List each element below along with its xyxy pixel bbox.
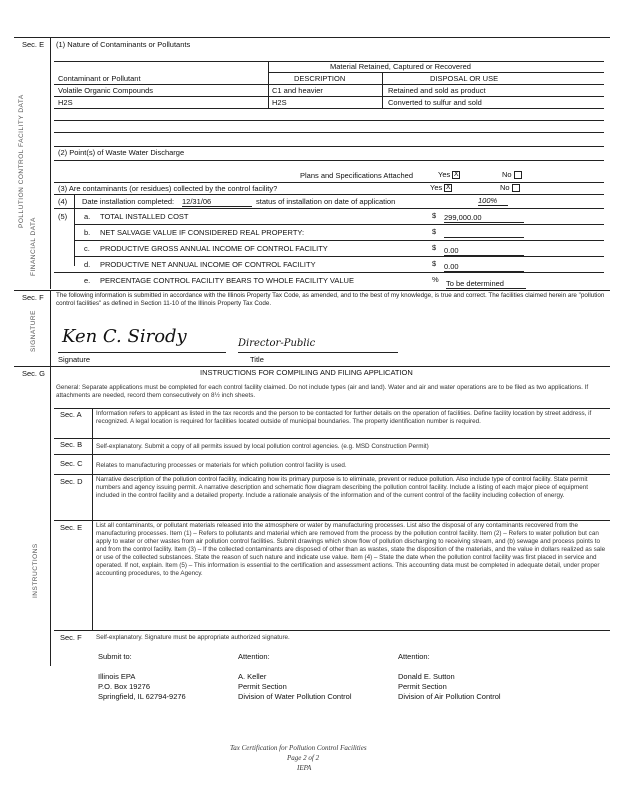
q4-date-value[interactable]: 12/31/06 bbox=[182, 197, 252, 207]
item-e-value[interactable]: To be determined bbox=[446, 279, 526, 289]
sec-e-side-label-2: FINANCIAL DATA bbox=[30, 217, 37, 276]
address-3-line-2: Permit Section bbox=[398, 682, 447, 691]
plans-no[interactable]: No bbox=[502, 170, 522, 179]
item-d-dollar: $ bbox=[432, 259, 437, 268]
instr-sec-f-label: Sec. F bbox=[60, 633, 82, 642]
sec-f-statement: The following information is submitted in accordance with the Illinois Property Tax Code, as amended, and to the best of my knowledge, is true and correct. The facilities claimed herein are "pollution control facilities" as defined in Section 11-10 of the Illinois Property Tax Code. bbox=[56, 292, 605, 307]
table-header: Material Retained, Captured or Recovered bbox=[330, 62, 471, 71]
waste-water-title: (2) Point(s) of Waste Water Discharge bbox=[58, 148, 185, 157]
instr-sec-b-label: Sec. B bbox=[60, 440, 83, 449]
item-d-text: PRODUCTIVE NET ANNUAL INCOME OF CONTROL FACILITY bbox=[100, 260, 316, 269]
sec-f-side-label: SIGNATURE bbox=[30, 310, 37, 352]
q3-no-checkbox[interactable] bbox=[512, 184, 520, 192]
title-label: Title bbox=[250, 355, 264, 364]
item-d-value[interactable]: 0.00 bbox=[444, 262, 524, 272]
sec-e-label: Sec. E bbox=[22, 40, 45, 49]
address-1-line-3: Springfield, IL 62794-9276 bbox=[98, 692, 186, 701]
instr-sec-d: Narrative description of the pollution control facility, indicating how its primary purpose is to eliminate, prevent or reduce pollution. Also include type of control facility. State permit numbers and agency issuing permit. A narrative description and schematic flow diagram describing the pollution control facility. Include a listing of each major piece of equipment included in the control facility and a detailed property. Include a rationale analysis of the information and of the current control of the facility including collection of energy. bbox=[96, 476, 589, 499]
row2-disposal: Converted to sulfur and sold bbox=[388, 98, 482, 107]
item-b-text: NET SALVAGE VALUE IF CONSIDERED REAL PROPERTY: bbox=[100, 228, 305, 237]
address-2-line-2: Permit Section bbox=[238, 682, 287, 691]
instr-sec-b: Self-explanatory. Submit a copy of all permits issued by local pollution control agencies. (e.g. MSD Construction Permit) bbox=[96, 443, 429, 450]
q3-yes[interactable]: Yes X bbox=[430, 183, 451, 192]
item-e-percent: % bbox=[432, 275, 439, 284]
address-3-line-3: Division of Air Pollution Control bbox=[398, 692, 501, 701]
row1-contaminant: Volatile Organic Compounds bbox=[58, 86, 154, 95]
item-e-text: PERCENTAGE CONTROL FACILITY BEARS TO WHOLE FACILITY VALUE bbox=[100, 276, 354, 285]
row1-description: C1 and heavier bbox=[272, 86, 323, 95]
footer-title: Tax Certification for Pollution Control Facilities bbox=[230, 744, 367, 752]
col-disposal: DISPOSAL OR USE bbox=[430, 74, 499, 83]
item-a-value[interactable]: 299,000.00 bbox=[444, 213, 524, 223]
plans-yes-checkbox[interactable]: X bbox=[453, 171, 459, 179]
sec-f-label: Sec. F bbox=[22, 293, 44, 302]
item-a-letter: a. bbox=[84, 212, 91, 221]
attention-label-1: Attention: bbox=[238, 652, 270, 661]
instr-sec-e: List all contaminants, or pollutant materials released into the atmosphere or water by manufacturing processes. List also the disposal of any contaminants recovered from the manufacturing processes. Item (1) – Refers to pollutants and material which are removed from the process by the pollution control facility. Item (2) – Refers to water pollution but can apply to water or other wastes from air pollution control facilities. Submit drawings which show flow of pollution discharging to receiving stream, and (b) sewage and process points to and from the control facility. Item (3) – If the collected contaminants are disposed of other than as wastes, state the disposition of the materials, and the value in dollars realized as sale or use of the collected substances. State the reason of such nature and indicate use value. Item (4) – State the date when the pollution control facility was first placed in service and operated. If not, explain. Item (5) – This information is essential to the certification and assessment actions. This accounting data must be completed in adequate detail, under proper accounting procedures, to the Agency. bbox=[96, 522, 606, 577]
address-1-line-2: P.O. Box 19276 bbox=[98, 682, 150, 691]
row2-contaminant: H2S bbox=[58, 98, 73, 107]
footer-agency: IEPA bbox=[297, 764, 312, 772]
instr-sec-e-label: Sec. E bbox=[60, 523, 83, 532]
signature-image: Ken C. Sirody bbox=[62, 326, 187, 347]
question-3: (3) Are contaminants (or residues) collected by the control facility? bbox=[58, 184, 278, 193]
item-b-value[interactable] bbox=[444, 229, 524, 238]
item-b-dollar: $ bbox=[432, 227, 437, 236]
item-c-letter: c. bbox=[84, 244, 90, 253]
item-d-letter: d. bbox=[84, 260, 91, 269]
item-e-letter: e. bbox=[84, 276, 91, 285]
attention-label-2: Attention: bbox=[398, 652, 430, 661]
instr-sec-a-label: Sec. A bbox=[60, 410, 82, 419]
title-value: Director-Public bbox=[238, 338, 316, 349]
col-description: DESCRIPTION bbox=[294, 74, 346, 83]
instr-sec-c: Relates to manufacturing processes or materials for which pollution control facility is used. bbox=[96, 462, 347, 469]
address-1-line-1: Illinois EPA bbox=[98, 672, 136, 681]
instr-sec-c-label: Sec. C bbox=[60, 459, 83, 468]
plans-yes[interactable]: Yes X bbox=[438, 170, 459, 179]
item-c-value[interactable]: 0.00 bbox=[444, 246, 524, 256]
sec-e-title: (1) Nature of Contaminants or Pollutants bbox=[56, 40, 191, 49]
plans-label: Plans and Specifications Attached bbox=[300, 171, 413, 180]
sec-g-side-label: INSTRUCTIONS bbox=[32, 543, 39, 598]
address-3-line-1: Donald E. Sutton bbox=[398, 672, 455, 681]
item-a-dollar: $ bbox=[432, 211, 437, 220]
q5-number: (5) bbox=[58, 212, 68, 221]
q4-status-label: status of installation on date of application bbox=[256, 197, 396, 206]
q4-percent[interactable]: 100% bbox=[478, 196, 508, 206]
row2-description: H2S bbox=[272, 98, 287, 107]
sec-e-side-label-1: POLLUTION CONTROL FACILITY DATA bbox=[18, 94, 25, 228]
item-b-letter: b. bbox=[84, 228, 91, 237]
item-a-text: TOTAL INSTALLED COST bbox=[100, 212, 189, 221]
instr-sec-a: Information refers to applicant as listed in the tax records and the person to be contacted for further details on the operation of facilities. Define facility location by street address, if recognized. A legal location is required for facilities located outside of municipal boundaries. The property identification number is required. bbox=[96, 410, 592, 425]
item-c-text: PRODUCTIVE GROSS ANNUAL INCOME OF CONTROL FACILITY bbox=[100, 244, 328, 253]
instr-sec-f: Self-explanatory. Signature must be appropriate authorized signature. bbox=[96, 634, 290, 641]
submit-to-label: Submit to: bbox=[98, 652, 132, 661]
q4-number: (4) bbox=[58, 197, 68, 206]
footer-page: Page 2 of 2 bbox=[287, 754, 320, 762]
instructions-heading: INSTRUCTIONS FOR COMPILING AND FILING APPLICATION bbox=[200, 368, 413, 377]
col-contaminant: Contaminant or Pollutant bbox=[58, 74, 141, 83]
address-2-line-3: Division of Water Pollution Control bbox=[238, 692, 352, 701]
q3-no[interactable]: No bbox=[500, 183, 520, 192]
item-c-dollar: $ bbox=[432, 243, 437, 252]
q4-date-label: Date installation completed: bbox=[82, 197, 175, 206]
general-instructions: General: Separate applications must be completed for each control facility claimed. Do not include types (air and land). Water and air and water operations are to be filed as two applications. If attachments are needed, record them consecutively on 8½ inch sheets. bbox=[56, 384, 589, 399]
row1-disposal: Retained and sold as product bbox=[388, 86, 486, 95]
instr-sec-d-label: Sec. D bbox=[60, 477, 83, 486]
sec-g-label: Sec. G bbox=[22, 369, 45, 378]
q3-yes-checkbox[interactable]: X bbox=[445, 184, 451, 192]
address-2-line-1: A. Keller bbox=[238, 672, 267, 681]
signature-label: Signature bbox=[58, 355, 91, 364]
plans-no-checkbox[interactable] bbox=[514, 171, 522, 179]
